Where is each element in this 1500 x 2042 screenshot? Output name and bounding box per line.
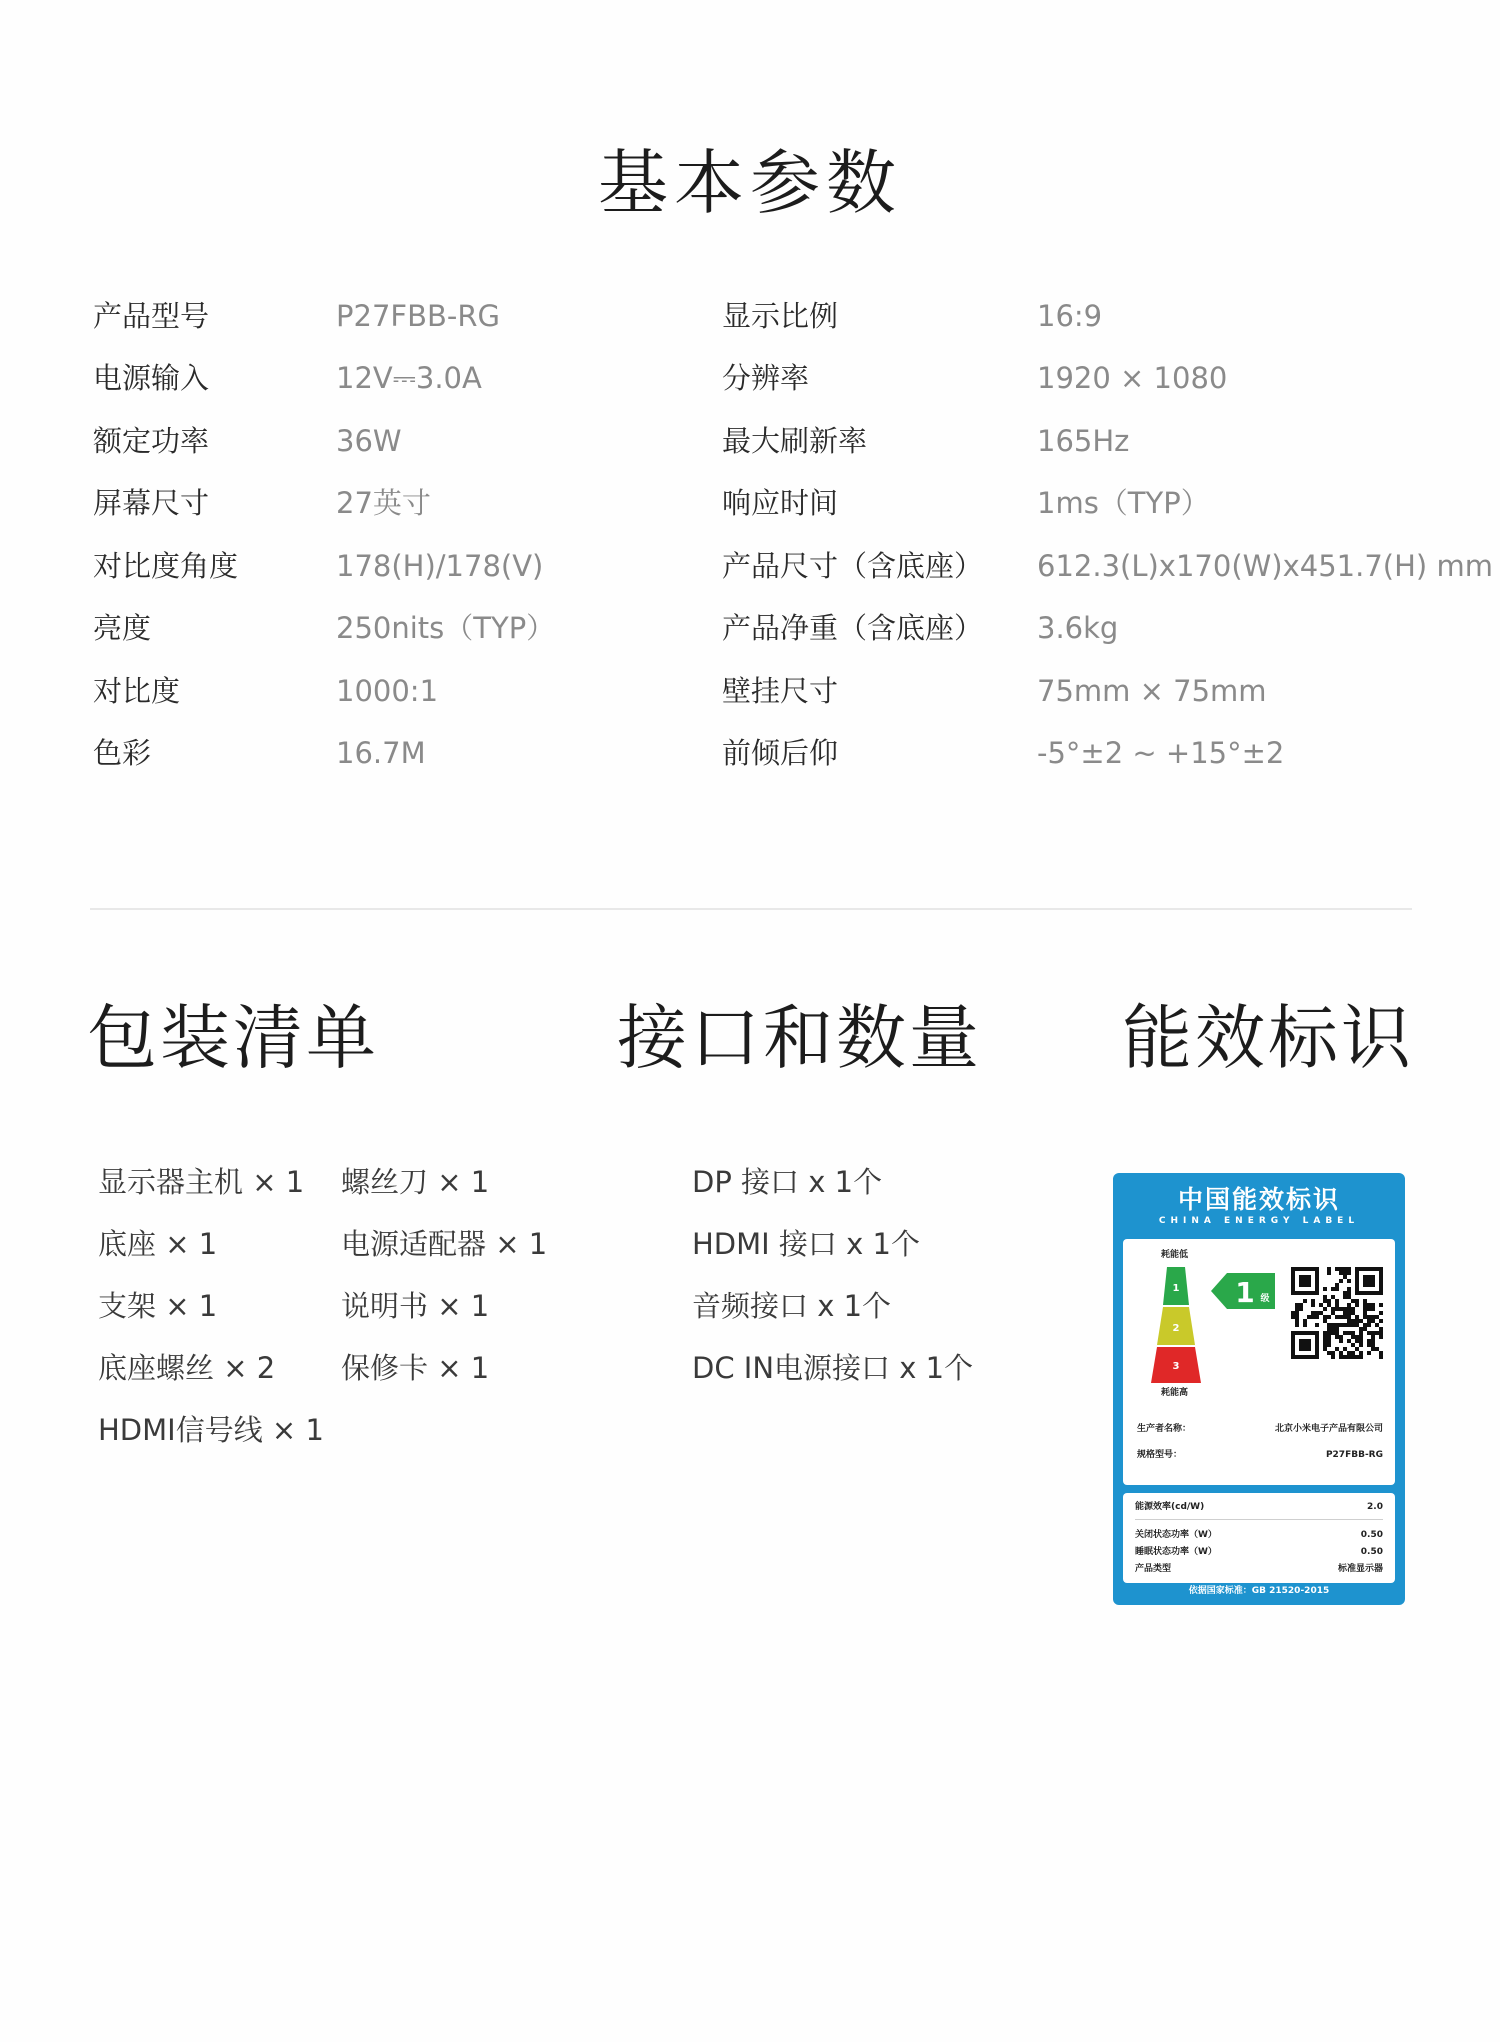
energy-label (1113, 1173, 1405, 1605)
spec-label: 前倾后仰 (722, 736, 839, 770)
package-item: 说明书 × 1 (341, 1289, 490, 1323)
spec-label: 额定功率 (93, 424, 210, 458)
package-item: 支架 × 1 (98, 1289, 218, 1323)
port-item: DP 接口 x 1个 (692, 1165, 883, 1199)
high-energy-text: 耗能高 (1161, 1388, 1189, 1398)
spec-label: 亮度 (93, 611, 152, 645)
spec-value: 27英寸 (336, 486, 431, 520)
energy-label-title: 中国能效标识 (1177, 1185, 1340, 1214)
ports-title: 接口和数量 (617, 997, 982, 1079)
svg-text:级: 级 (1260, 1294, 1270, 1304)
spec-value: 1920 × 1080 (1037, 361, 1228, 395)
energy-row-line (1135, 1519, 1383, 1520)
port-item: 音频接口 x 1个 (692, 1289, 892, 1323)
manufacturer-label: 生产者名称： (1137, 1424, 1192, 1434)
svg-text:1: 1 (1235, 1276, 1255, 1309)
package-item: 螺丝刀 × 1 (341, 1165, 490, 1199)
type-value: 标准显示器 (1337, 1564, 1383, 1574)
spec-value: 12V⎓3.0A (336, 361, 482, 395)
page-title: 基本参数 (598, 142, 902, 224)
spec-value: 1ms（TYP） (1037, 486, 1210, 520)
energy-standard: 依据国家标准：GB 21520-2015 (1188, 1586, 1330, 1596)
spec-label: 产品型号 (93, 299, 210, 333)
efficiency-label: 能源效率(cd/W) (1135, 1502, 1205, 1512)
spec-value: 16.7M (336, 736, 426, 770)
sleep-power-label: 睡眠状态功率（W） (1135, 1547, 1217, 1557)
package-item: HDMI信号线 × 1 (98, 1413, 324, 1447)
port-item: DC IN电源接口 x 1个 (692, 1351, 974, 1385)
spec-value: 36W (336, 424, 402, 458)
spec-label: 对比度 (93, 674, 181, 708)
model-value: P27FBB-RG (1325, 1450, 1383, 1460)
energy-label-bottom-panel (1123, 1493, 1395, 1583)
qr-code (1291, 1267, 1383, 1359)
package-item: 底座螺丝 × 2 (98, 1351, 276, 1385)
spec-label: 产品尺寸（含底座） (722, 549, 984, 583)
spec-label: 对比度角度 (93, 549, 239, 583)
spec-value: -5°±2 ~ +15°±2 (1037, 736, 1285, 770)
svg-text:2: 2 (1172, 1323, 1180, 1334)
svg-text:1: 1 (1172, 1283, 1180, 1294)
spec-value: 16:9 (1037, 299, 1103, 333)
spec-label: 屏幕尺寸 (93, 486, 210, 520)
sleep-power-value: 0.50 (1360, 1547, 1383, 1557)
current-grade-badge (1211, 1273, 1275, 1309)
spec-label: 响应时间 (722, 486, 839, 520)
grade-pyramid (1145, 1267, 1207, 1385)
package-item: 保修卡 × 1 (341, 1351, 490, 1385)
section-divider (90, 908, 1412, 910)
off-power-value: 0.50 (1360, 1530, 1383, 1540)
spec-value: 3.6kg (1037, 611, 1119, 645)
energy-label-top-panel (1123, 1239, 1395, 1485)
spec-label: 色彩 (93, 736, 152, 770)
spec-label: 分辨率 (722, 361, 810, 395)
energy-label-subtitle: CHINA ENERGY LABEL (1158, 1216, 1360, 1226)
spec-label: 最大刷新率 (722, 424, 868, 458)
manufacturer-value: 北京小米电子产品有限公司 (1274, 1424, 1383, 1434)
model-label: 规格型号： (1137, 1450, 1183, 1460)
efficiency-value: 2.0 (1367, 1502, 1383, 1512)
spec-value: 165Hz (1037, 424, 1130, 458)
spec-label: 显示比例 (722, 299, 839, 333)
spec-value: 1000:1 (336, 674, 439, 708)
spec-label: 电源输入 (93, 361, 210, 395)
type-label: 产品类型 (1135, 1564, 1172, 1574)
off-power-label: 关闭状态功率（W） (1135, 1530, 1217, 1540)
energy-title: 能效标识 (1122, 997, 1414, 1079)
package-item: 显示器主机 × 1 (98, 1165, 305, 1199)
spec-value: 75mm × 75mm (1037, 674, 1267, 708)
svg-text:3: 3 (1172, 1361, 1180, 1372)
spec-label: 产品净重（含底座） (722, 611, 984, 645)
spec-value: P27FBB-RG (336, 299, 500, 333)
spec-value: 612.3(L)x170(W)x451.7(H) mm (1037, 549, 1493, 583)
port-item: HDMI 接口 x 1个 (692, 1227, 920, 1261)
package-item: 底座 × 1 (98, 1227, 218, 1261)
low-energy-text: 耗能低 (1161, 1250, 1189, 1260)
package-item: 电源适配器 × 1 (341, 1227, 548, 1261)
spec-value: 250nits（TYP） (336, 611, 556, 645)
spec-value: 178(H)/178(V) (336, 549, 544, 583)
spec-label: 壁挂尺寸 (722, 674, 839, 708)
package-title: 包装清单 (87, 997, 379, 1079)
